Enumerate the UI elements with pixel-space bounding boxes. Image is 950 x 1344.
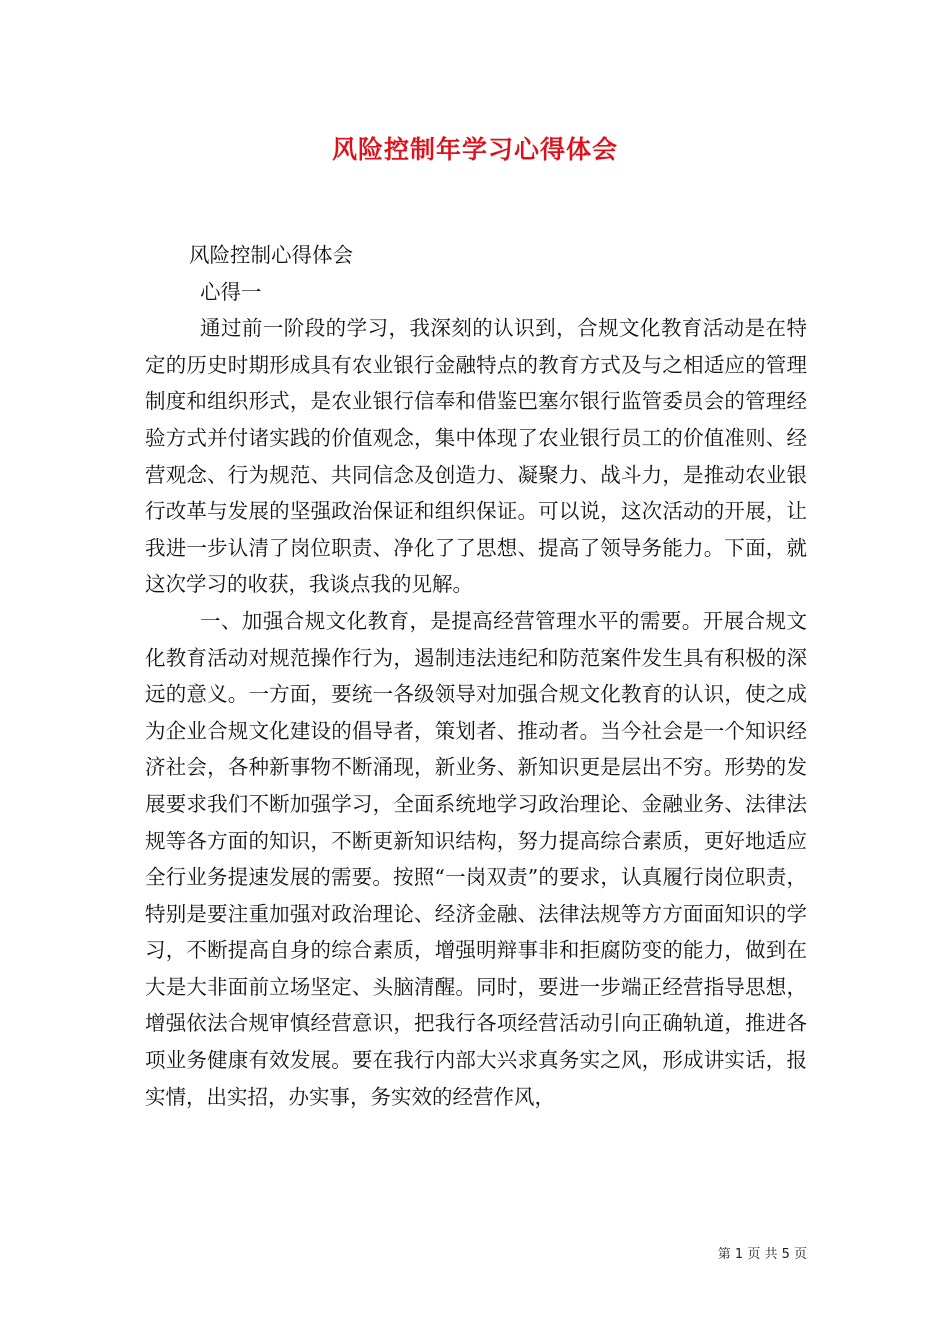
document-body	[145, 237, 807, 1115]
section-label: 心得一	[200, 279, 262, 304]
paragraph-1: 通过前一阶段的学习，我深刻的认识到，合规文化教育活动是在特定的历史时期形成具有农业银行金融特点的教育方式及与之相适应的管理制度和组织形式，是农业银行信奉和借鉴巴塞尔银行监管委员会的管理经验方式并付诸实践的价值观念，集中体现了农业银行员工的价值准则、经营观念、行为规范、共同信念及创造力、凝聚力、战斗力，是推动农业银行改革与发展的坚强政治保证和组织保证。可以说，这次活动的开展，让我进一步认清了岗位职责、净化了了思想、提高了领导务能力。下面，就这次学习的收获，我谈点我的见解。	[145, 316, 807, 597]
document-title: 风险控制年学习心得体会	[331, 135, 618, 164]
page-indicator: 第 1 页 共 5 页	[717, 1247, 807, 1262]
paragraph-2: 一、加强合规文化教育，是提高经营管理水平的需要。开展合规文化教育活动对规范操作行为，遏制违法违纪和防范案件发生具有积极的深远的意义。一方面，要统一各级领导对加强合规文化教育的认识，使之成为企业合规文化建设的倡导者，策划者、推动者。当今社会是一个知识经济社会，各种新事物不断涌现，新业务、新知识更是层出不穷。形势的发展要求我们不断加强学习，全面系统地学习政治理论、金融业务、法律法规等各方面的知识，不断更新知识结构，努力提高综合素质，更好地适应全行业务提速发展的需要。按照“一岗双责”的要求，认真履行岗位职责，特别是要注重加强对政治理论、经济金融、法律法规等方方面面知识的学习，不断提高自身的综合素质，增强明辩事非和拒腐防变的能力，做到在大是大非面前立场坚定、头脑清醒。同时，要进一步端正经营指导思想，增强依法合规审慎经营意识，把我行各项经营活动引向正确轨道，推进各项业务健康有效发展。要在我行内部大兴求真务实之风，形成讲实话，报实情，出实招，办实事，务实效的经营作风，	[145, 608, 807, 1109]
document-subtitle: 风险控制心得体会	[189, 243, 353, 267]
